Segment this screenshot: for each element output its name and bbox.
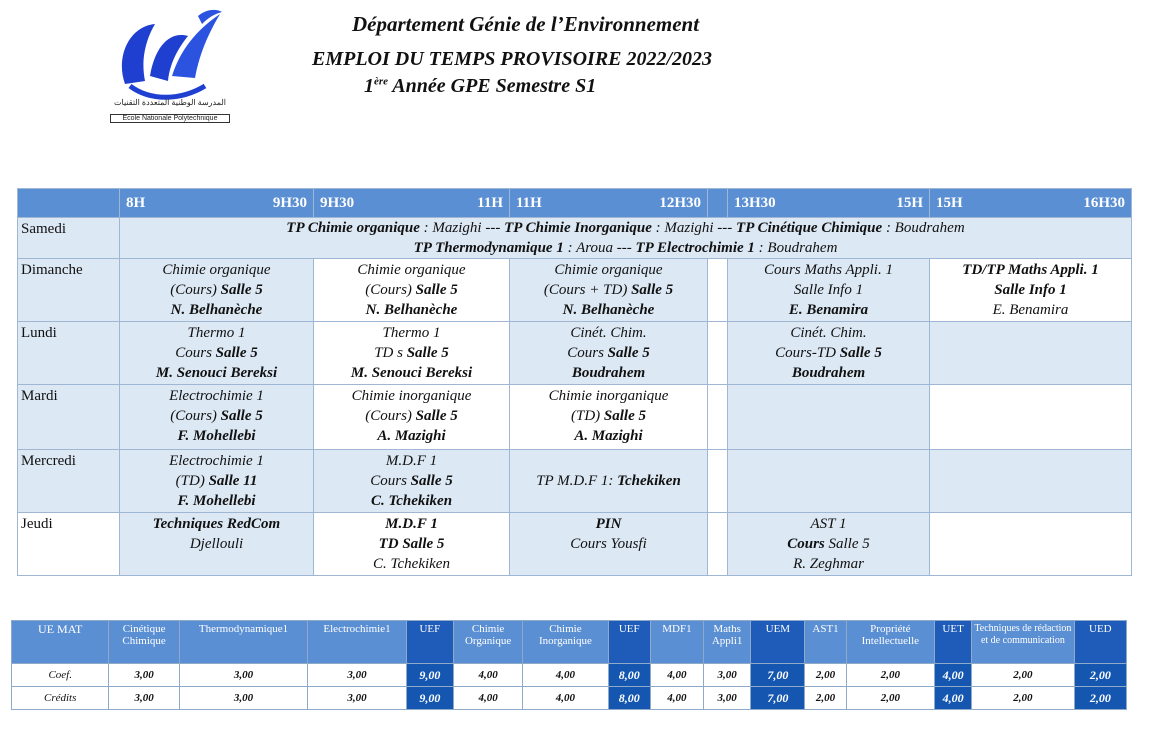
department-title: Département Génie de l’Environnement [352,12,700,36]
ue-cell: 2,00 [972,664,1074,687]
ue-header: Techniques de rédaction et de communication [972,621,1074,664]
time-end: 9H30 [272,195,307,211]
course-cell: Techniques RedCom Djellouli [120,513,314,576]
ue-header: Chimie Inorganique [523,621,608,664]
ue-cell: 2,00 [846,687,934,710]
ue-header: Cinétique Chimique [109,621,179,664]
school-logo [110,6,230,130]
ue-cell: 9,00 [406,687,453,710]
ue-cell: 4,00 [453,664,522,687]
ue-coef-row [12,664,1127,687]
day-label: Lundi [18,322,120,385]
time-start: 8H [126,195,146,211]
time-corner [18,189,120,218]
course-cell: Cinét. Chim. Cours-TD Salle 5 Boudrahem [728,322,930,385]
ue-cell: 4,00 [650,664,703,687]
course-cell: Chimie organique (Cours) Salle 5 N. Belhanèche [120,259,314,322]
time-end: 16H30 [1083,195,1125,211]
time-start: 15H [936,195,963,211]
ue-header: Chimie Organique [453,621,522,664]
logo-caption: Ecole Nationale Polytechnique [110,114,230,123]
ue-cell: 2,00 [846,664,934,687]
day-row-mercredi [18,450,1132,513]
ue-header: MDF1 [650,621,703,664]
ue-cell: 3,00 [704,664,751,687]
class-title: 1ère Année GPE Semestre S1 [364,75,597,97]
ue-table [11,620,1127,710]
ue-cell: 3,00 [109,664,179,687]
school-logo-icon [110,6,230,130]
time-header-row [18,189,1132,218]
ue-cell: 4,00 [935,687,972,710]
time-start: 9H30 [320,195,355,211]
ue-header: Electrochimie1 [308,621,406,664]
course-cell: AST 1 Cours Salle 5 R. Zeghmar [728,513,930,576]
course-cell: Cours Maths Appli. 1 Salle Info 1 E. Benamira [728,259,930,322]
day-row-mardi [18,385,1132,450]
ue-header-row [12,621,1127,664]
ue-cell: Coef. [12,664,109,687]
ue-credits-row [12,687,1127,710]
schedule-title: EMPLOI DU TEMPS PROVISOIRE 2022/2023 [312,48,713,70]
course-cell: PIN Cours Yousfi [510,513,708,576]
ue-cell: 2,00 [805,664,846,687]
course-cell: Chimie organique (Cours) Salle 5 N. Belhanèche [314,259,510,322]
ue-cell: 4,00 [650,687,703,710]
day-row-jeudi [18,513,1132,576]
course-cell: M.D.F 1 Cours Salle 5 C. Tchekiken [314,450,510,513]
ue-header: UEF [406,621,453,664]
timetable [17,188,1132,576]
ue-cell: 7,00 [751,687,805,710]
ue-cell: Crédits [12,687,109,710]
tp-cell: TP Chimie organique : Mazighi --- TP Chimie Inorganique : Mazighi --- TP Cinétique Chimique : Boudrahem TP Thermodynamique 1 : Aroua --- TP Electrochimie 1 : Boudrahem [120,218,1132,259]
ue-cell: 4,00 [523,687,608,710]
ue-cell: 8,00 [608,664,650,687]
ue-cell: 3,00 [308,687,406,710]
ue-cell: 7,00 [751,664,805,687]
day-label: Dimanche [18,259,120,322]
ue-cell: 9,00 [406,664,453,687]
ue-header: UEF [608,621,650,664]
day-label: Mardi [18,385,120,450]
course-cell: Electrochimie 1 (TD) Salle 11 F. Mohellebi [120,450,314,513]
course-cell: Cinét. Chim. Cours Salle 5 Boudrahem [510,322,708,385]
day-row-lundi [18,322,1132,385]
ue-header: Thermodynamique1 [179,621,308,664]
time-start: 11H [516,195,542,211]
ue-cell: 2,00 [1074,687,1126,710]
ue-cell: 3,00 [308,664,406,687]
ue-header: UED [1074,621,1126,664]
ue-cell: 3,00 [179,664,308,687]
ue-cell: 4,00 [523,664,608,687]
ue-header: Propriété Intellectuelle [846,621,934,664]
ue-cell: 8,00 [608,687,650,710]
ue-header: UET [935,621,972,664]
ue-cell: 4,00 [935,664,972,687]
ue-header: AST1 [805,621,846,664]
day-label: Jeudi [18,513,120,576]
time-start: 13H30 [734,195,776,211]
course-cell: Chimie inorganique (Cours) Salle 5 A. Mazighi [314,385,510,450]
logo-arabic: المدرسة الوطنية المتعددة التقنيات [113,98,227,107]
ue-header: UEM [751,621,805,664]
ue-cell: 2,00 [972,687,1074,710]
course-cell: Chimie inorganique (TD) Salle 5 A. Mazighi [510,385,708,450]
ue-cell: 3,00 [704,687,751,710]
ue-cell: 2,00 [1074,664,1126,687]
day-row-samedi [18,218,1132,259]
day-label: Mercredi [18,450,120,513]
course-cell: Thermo 1 Cours Salle 5 M. Senouci Bereksi [120,322,314,385]
day-label: Samedi [18,218,120,259]
time-end: 15H [896,195,923,211]
time-end: 12H30 [659,195,701,211]
ue-cell: 2,00 [805,687,846,710]
course-cell: Chimie organique (Cours + TD) Salle 5 N. Belhanèche [510,259,708,322]
course-cell: M.D.F 1 TD Salle 5 C. Tchekiken [314,513,510,576]
ue-header: Maths Appli1 [704,621,751,664]
ue-cell: 3,00 [109,687,179,710]
course-cell: TD/TP Maths Appli. 1 Salle Info 1 E. Benamira [930,259,1132,322]
day-row-dimanche [18,259,1132,322]
ue-cell: 4,00 [453,687,522,710]
course-cell: TP M.D.F 1: Tchekiken [510,450,708,513]
ue-cell: 3,00 [179,687,308,710]
time-end: 11H [477,195,503,211]
course-cell: Thermo 1 TD s Salle 5 M. Senouci Bereksi [314,322,510,385]
course-cell: Electrochimie 1 (Cours) Salle 5 F. Mohellebi [120,385,314,450]
ue-header: UE MAT [12,621,109,664]
